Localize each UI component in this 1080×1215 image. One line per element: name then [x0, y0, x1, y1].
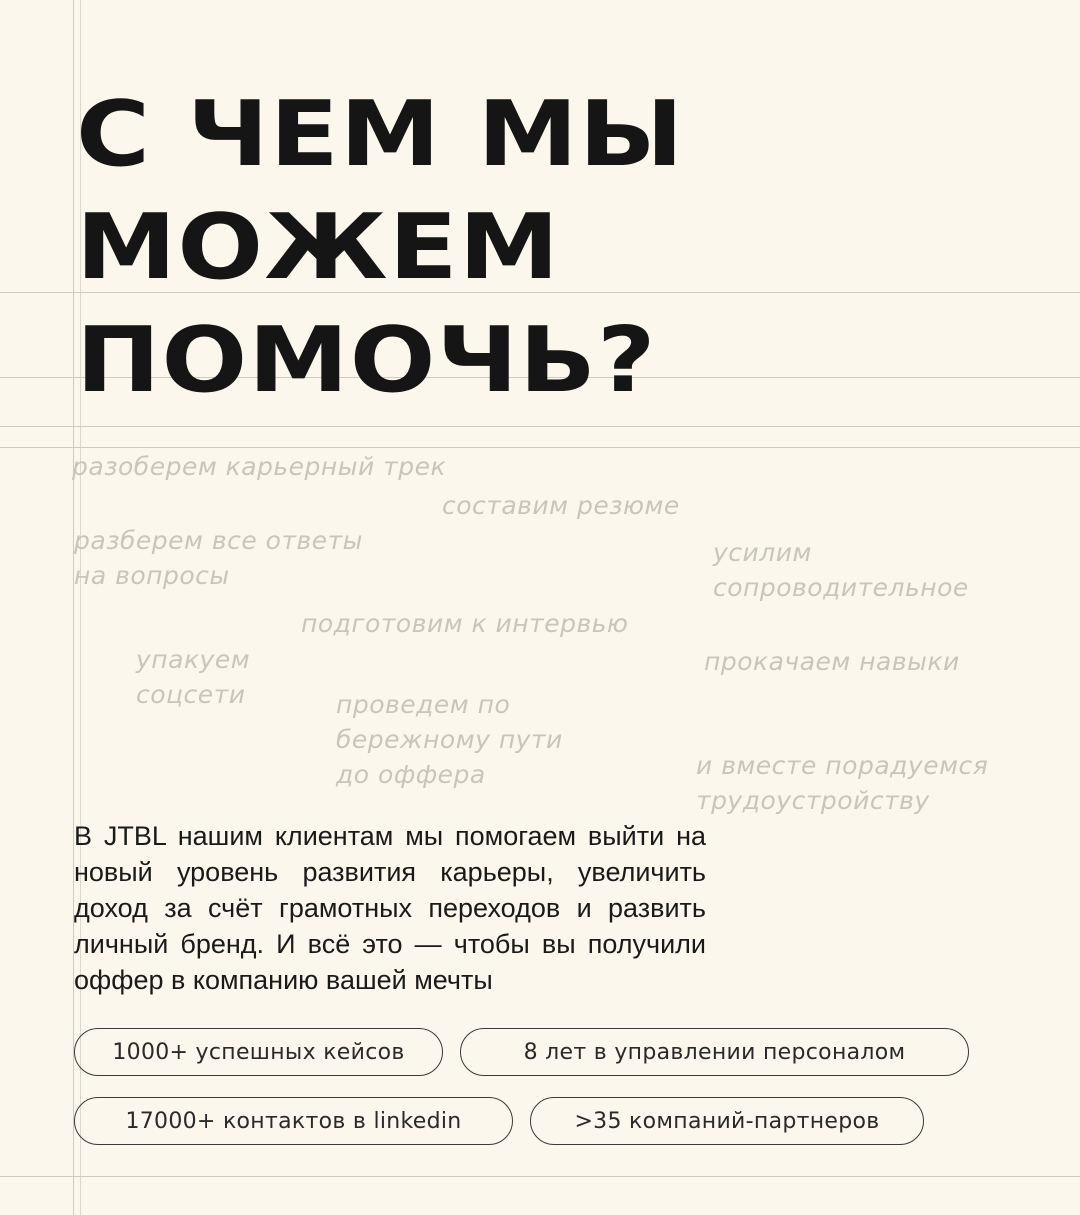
- stat-label: 1000+ успешных кейсов: [112, 1039, 405, 1065]
- service-text: сопроводительное: [713, 573, 969, 602]
- service-resume: [442, 488, 680, 523]
- title-line: С ЧЕМ МЫ: [76, 82, 685, 187]
- service-text: подготовим к интервью: [301, 609, 629, 638]
- service-text: трудоустройству: [696, 786, 930, 815]
- title-line: ПОМОЧЬ?: [76, 308, 657, 413]
- service-text: упакуем: [136, 645, 251, 674]
- service-text: и вместе порадуемся: [696, 751, 989, 780]
- service-career-track: [72, 449, 446, 484]
- service-social: [136, 642, 250, 712]
- stat-label: >35 компаний-партнеров: [574, 1108, 880, 1134]
- guide-line-horizontal: [0, 426, 1080, 427]
- title-line: МОЖЕМ: [76, 195, 561, 300]
- guide-line-horizontal: [0, 1176, 1080, 1177]
- guide-line-vertical: [73, 0, 74, 1215]
- service-text: прокачаем навыки: [704, 647, 960, 676]
- stat-chip-years: [460, 1028, 969, 1076]
- service-offer-path: [336, 687, 563, 792]
- service-text: разберем все ответы: [74, 526, 363, 555]
- stat-chip-partners: [530, 1097, 924, 1145]
- service-skills: [704, 644, 960, 679]
- service-text: бережному пути: [336, 725, 563, 754]
- service-employment: [696, 748, 988, 818]
- page-title: [76, 78, 685, 417]
- service-text: соцсети: [136, 680, 246, 709]
- service-cover-letter: [713, 535, 969, 605]
- service-answers: [74, 523, 363, 593]
- stat-chip-linkedin: [74, 1097, 513, 1145]
- service-text: усилим: [713, 538, 812, 567]
- service-text: разоберем карьерный трек: [72, 452, 447, 481]
- service-text: до оффера: [336, 760, 486, 789]
- service-interview: [301, 606, 628, 641]
- stat-label: 17000+ контактов в linkedin: [125, 1108, 462, 1134]
- stat-chip-cases: [74, 1028, 443, 1076]
- guide-line-horizontal: [0, 447, 1080, 448]
- stat-label: 8 лет в управлении персоналом: [523, 1039, 906, 1065]
- description-text: В JTBL нашим клиентам мы помогаем выйти на новый уровень развития карьеры, увеличить доход за счёт грамотных переходов и развить личный бренд. И всё это — чтобы вы получили оффер в компанию вашей мечты: [74, 821, 706, 995]
- service-text: на вопросы: [74, 561, 230, 590]
- service-text: составим резюме: [442, 491, 680, 520]
- service-text: проведем по: [336, 690, 511, 719]
